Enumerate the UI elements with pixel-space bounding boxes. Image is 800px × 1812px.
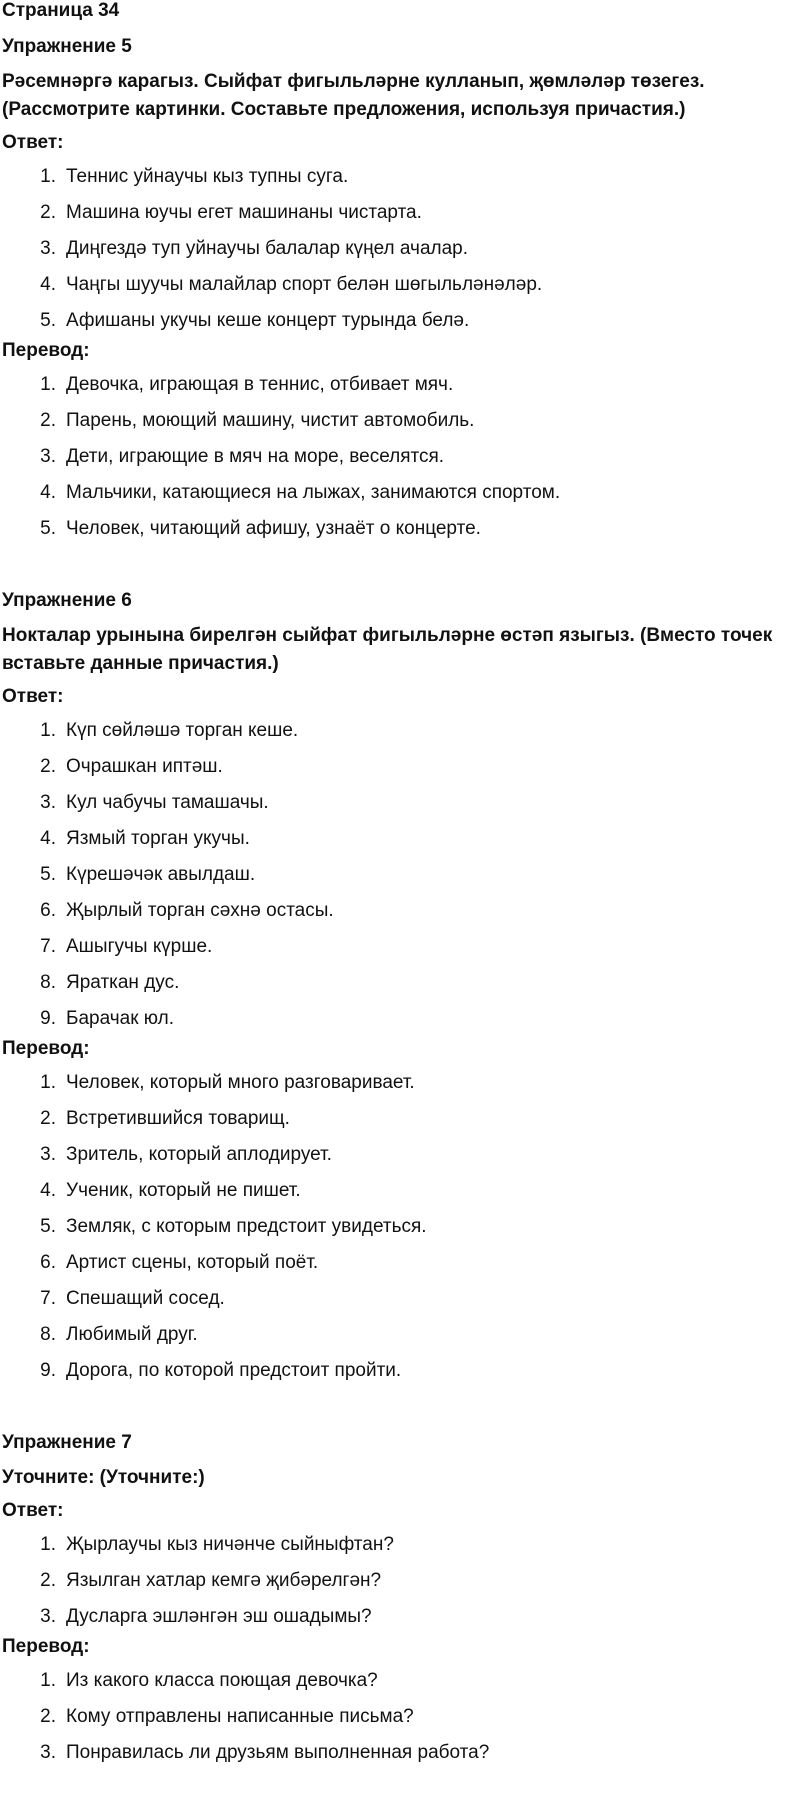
exercise-title: Упражнение 6 bbox=[2, 590, 132, 611]
answer-list bbox=[2, 1534, 800, 1628]
list-item bbox=[2, 1180, 800, 1202]
list-item-number: 6. bbox=[40, 900, 56, 921]
translation-list bbox=[2, 374, 800, 540]
list-item-text: Ашыгучы күрше. bbox=[66, 936, 213, 957]
list-item-text: Ученик, который не пишет. bbox=[66, 1180, 301, 1201]
list-item-text: Парень, моющий машину, чистит автомобиль. bbox=[66, 410, 475, 431]
list-item bbox=[2, 972, 800, 994]
list-item bbox=[2, 720, 800, 742]
list-item-number: 9. bbox=[40, 1360, 56, 1381]
list-item-number: 8. bbox=[40, 972, 56, 993]
list-item bbox=[2, 792, 800, 814]
exercise-task: Рәсемнәргә карагыз. Сыйфат фигыльләрне кулланып, җөмләләр төзегез. (Рассмотрите картинки. Составьте предложения, используя причастия.) bbox=[2, 71, 705, 120]
list-item-number: 2. bbox=[40, 1108, 56, 1129]
list-item-number: 3. bbox=[40, 1606, 56, 1627]
list-item-text: Из какого класса поющая девочка? bbox=[66, 1670, 378, 1691]
list-item-number: 3. bbox=[40, 1742, 56, 1763]
list-item bbox=[2, 1534, 800, 1556]
section-gap bbox=[2, 1382, 800, 1418]
list-item-text: Зритель, который аплодирует. bbox=[66, 1144, 332, 1165]
section-gap bbox=[2, 540, 800, 576]
list-item-number: 4. bbox=[40, 482, 56, 503]
answer-label: Ответ: bbox=[2, 686, 64, 707]
list-item-number: 1. bbox=[40, 1072, 56, 1093]
list-item-number: 9. bbox=[40, 1008, 56, 1029]
list-item-number: 1. bbox=[40, 1534, 56, 1555]
list-item-text: Җырлаучы кыз ничәнче сыйныфтан? bbox=[66, 1534, 394, 1555]
list-item bbox=[2, 1670, 800, 1692]
exercise-section bbox=[2, 36, 800, 540]
list-item bbox=[2, 482, 800, 504]
exercises-container bbox=[2, 36, 800, 1764]
list-item-number: 3. bbox=[40, 1144, 56, 1165]
list-item-number: 1. bbox=[40, 720, 56, 741]
exercise-title: Упражнение 7 bbox=[2, 1432, 132, 1453]
list-item-number: 5. bbox=[40, 310, 56, 331]
list-item bbox=[2, 1360, 800, 1382]
list-item-number: 1. bbox=[40, 1670, 56, 1691]
list-item-text: Язылган хатлар кемгә җибәрелгән? bbox=[66, 1570, 382, 1591]
list-item-text: Дети, играющие в мяч на море, веселятся. bbox=[66, 446, 445, 467]
answer-list bbox=[2, 166, 800, 332]
list-item-text: Мальчики, катающиеся на лыжах, занимаются спортом. bbox=[66, 482, 561, 503]
list-item bbox=[2, 202, 800, 224]
list-item-text: Очрашкан иптәш. bbox=[66, 756, 223, 777]
translation-label: Перевод: bbox=[2, 1038, 90, 1059]
answer-label: Ответ: bbox=[2, 132, 64, 153]
list-item-text: Чаңгы шуучы малайлар спорт белән шөгыльләнәләр. bbox=[66, 274, 543, 295]
list-item-text: Кому отправлены написанные письма? bbox=[66, 1706, 414, 1727]
list-item bbox=[2, 518, 800, 540]
list-item-text: Язмый торган укучы. bbox=[66, 828, 250, 849]
list-item-number: 7. bbox=[40, 936, 56, 957]
list-item bbox=[2, 1144, 800, 1166]
list-item-number: 5. bbox=[40, 1216, 56, 1237]
list-item-number: 8. bbox=[40, 1324, 56, 1345]
exercise-section bbox=[2, 590, 800, 1382]
list-item-number: 2. bbox=[40, 756, 56, 777]
list-item-text: Дорога, по которой предстоит пройти. bbox=[66, 1360, 402, 1381]
exercise-task: Уточните: (Уточните:) bbox=[2, 1467, 205, 1488]
list-item-number: 3. bbox=[40, 446, 56, 467]
list-item-number: 1. bbox=[40, 374, 56, 395]
list-item bbox=[2, 1108, 800, 1130]
list-item-text: Девочка, играющая в теннис, отбивает мяч. bbox=[66, 374, 454, 395]
list-item bbox=[2, 374, 800, 396]
list-item bbox=[2, 1252, 800, 1274]
list-item-number: 2. bbox=[40, 202, 56, 223]
list-item-text: Күп сөйләшә торган кеше. bbox=[66, 720, 299, 741]
list-item bbox=[2, 1570, 800, 1592]
list-item bbox=[2, 1706, 800, 1728]
list-item-text: Артист сцены, который поёт. bbox=[66, 1252, 319, 1273]
exercise-title: Упражнение 5 bbox=[2, 36, 132, 57]
list-item bbox=[2, 166, 800, 188]
list-item bbox=[2, 1606, 800, 1628]
list-item-number: 1. bbox=[40, 166, 56, 187]
list-item bbox=[2, 446, 800, 468]
list-item bbox=[2, 1216, 800, 1238]
list-item-text: Барачак юл. bbox=[66, 1008, 175, 1029]
list-item bbox=[2, 936, 800, 958]
list-item-text: Человек, который много разговаривает. bbox=[66, 1072, 415, 1093]
list-item-number: 4. bbox=[40, 1180, 56, 1201]
list-item bbox=[2, 274, 800, 296]
list-item-text: Афишаны укучы кеше концерт турында белә. bbox=[66, 310, 470, 331]
list-item bbox=[2, 828, 800, 850]
list-item-text: Земляк, с которым предстоит увидеться. bbox=[66, 1216, 427, 1237]
list-item-number: 6. bbox=[40, 1252, 56, 1273]
answer-list bbox=[2, 720, 800, 1030]
list-item bbox=[2, 310, 800, 332]
list-item-number: 2. bbox=[40, 1570, 56, 1591]
list-item bbox=[2, 1288, 800, 1310]
list-item bbox=[2, 756, 800, 778]
list-item bbox=[2, 864, 800, 886]
list-item-number: 5. bbox=[40, 518, 56, 539]
list-item-text: Җырлый торган сәхнә остасы. bbox=[66, 900, 334, 921]
list-item-number: 3. bbox=[40, 792, 56, 813]
list-item-number: 3. bbox=[40, 238, 56, 259]
list-item-text: Машина юучы егет машинаны чистарта. bbox=[66, 202, 422, 223]
list-item-text: Дусларга эшләнгән эш ошадымы? bbox=[66, 1606, 372, 1627]
exercise-section bbox=[2, 1432, 800, 1764]
list-item-number: 4. bbox=[40, 828, 56, 849]
list-item-number: 5. bbox=[40, 864, 56, 885]
list-item-number: 4. bbox=[40, 274, 56, 295]
list-item bbox=[2, 238, 800, 260]
list-item bbox=[2, 1072, 800, 1094]
page-title: Страница 34 bbox=[2, 0, 120, 21]
list-item bbox=[2, 1008, 800, 1030]
list-item bbox=[2, 1324, 800, 1346]
list-item-number: 2. bbox=[40, 410, 56, 431]
translation-label: Перевод: bbox=[2, 340, 90, 361]
answer-label: Ответ: bbox=[2, 1500, 64, 1521]
list-item-text: Кул чабучы тамашачы. bbox=[66, 792, 269, 813]
list-item-text: Любимый друг. bbox=[66, 1324, 198, 1345]
list-item-text: Человек, читающий афишу, узнаёт о концерте. bbox=[66, 518, 481, 539]
list-item-text: Встретившийся товарищ. bbox=[66, 1108, 290, 1129]
list-item-text: Теннис уйнаучы кыз тупны суга. bbox=[66, 166, 349, 187]
list-item-text: Диңгездә туп уйнаучы балалар күңел ачалар. bbox=[66, 238, 469, 259]
list-item bbox=[2, 900, 800, 922]
translation-list bbox=[2, 1670, 800, 1764]
list-item-text: Спешащий сосед. bbox=[66, 1288, 225, 1309]
list-item-number: 7. bbox=[40, 1288, 56, 1309]
list-item bbox=[2, 1742, 800, 1764]
list-item-text: Күрешәчәк авылдаш. bbox=[66, 864, 256, 885]
list-item-text: Яраткан дус. bbox=[66, 972, 180, 993]
exercise-task: Нокталар урынына бирелгән сыйфат фигыльләрне өстәп языгыз. (Вместо точек вставьте данные причастия.) bbox=[2, 625, 773, 674]
list-item-text: Понравилась ли друзьям выполненная работа? bbox=[66, 1742, 490, 1763]
list-item bbox=[2, 410, 800, 432]
translation-label: Перевод: bbox=[2, 1636, 90, 1657]
list-item-number: 2. bbox=[40, 1706, 56, 1727]
translation-list bbox=[2, 1072, 800, 1382]
